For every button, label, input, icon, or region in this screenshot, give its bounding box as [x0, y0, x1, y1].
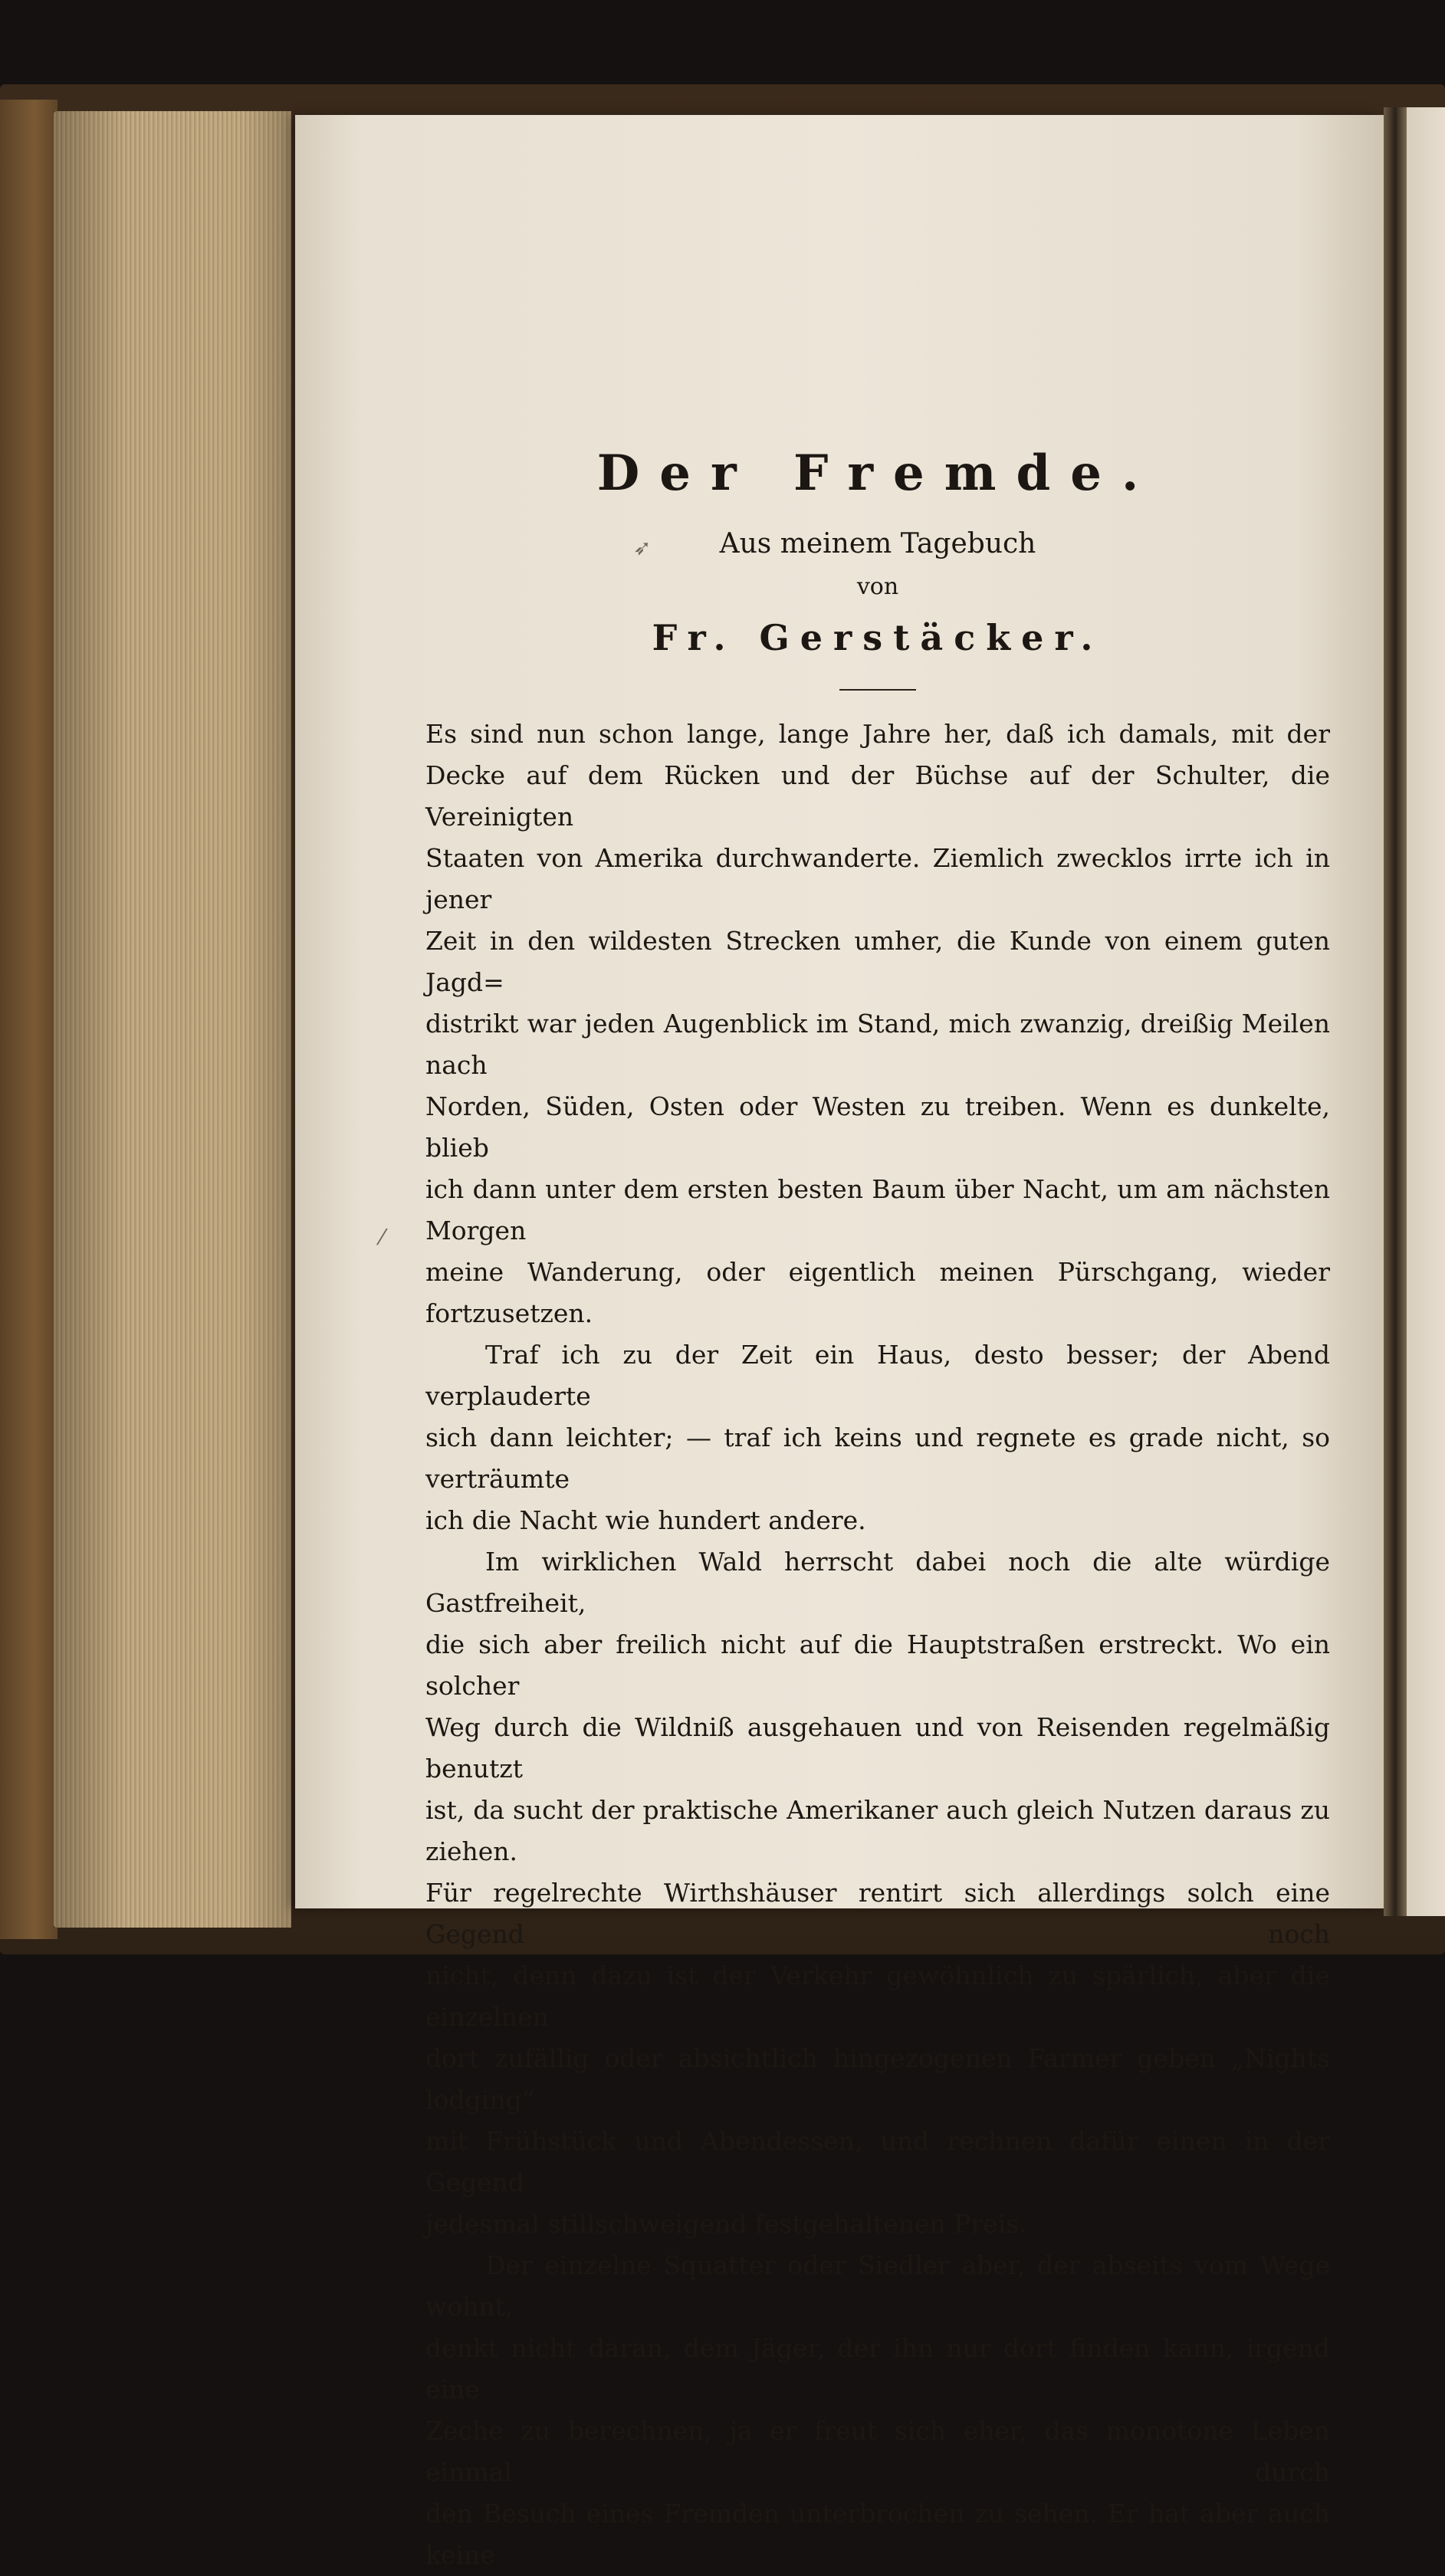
text-line: Weg durch die Wildniß ausgehauen und von Reisenden regelmäßig benutzt — [425, 1712, 1330, 1784]
text-line: Es sind nun schon lange, lange Jahre her, daß ich damals, mit der — [425, 719, 1330, 749]
text-line: Im wirklichen Wald herrscht dabei noch die alte würdige Gastfreiheit, — [425, 1547, 1330, 1618]
text-line: denkt nicht daran, dem Jäger, der ihn nur dort finden kann, irgend eine — [425, 2333, 1330, 2404]
text-line: Zeche zu berechnen, ja er freut sich eher, das monotone Leben einmal durch — [425, 2416, 1330, 2487]
text-line: Decke auf dem Rücken und der Büchse auf der Schulter, die Vereinigten — [425, 760, 1330, 832]
text-line: Für regelrechte Wirthshäuser rentirt sich allerdings solch eine Gegend noch — [425, 1878, 1330, 1949]
paragraph — [425, 714, 1330, 1334]
byline-von: von — [856, 573, 899, 600]
text-line: mit Frühstück und Abendessen, und rechnen dafür einen in der Gegend — [425, 2126, 1330, 2197]
paragraph — [425, 1541, 1330, 2245]
page-title: Der Fremde. — [596, 445, 1159, 502]
page-subtitle: Aus meinem Tagebuch — [719, 528, 1036, 560]
facing-page-edge — [1407, 107, 1445, 1916]
text-line: jedesmal stillschweigend festgehaltenen Preis. — [425, 2209, 1027, 2239]
text-line: ich die Nacht wie hundert andere. — [425, 1505, 866, 1535]
page-content — [425, 414, 1330, 2576]
text-line: sich dann leichter; — traf ich keins und regnete es grade nicht, so verträumte — [425, 1423, 1330, 1494]
text-line: ist, da sucht der praktische Amerikaner auch gleich Nutzen daraus zu ziehen. — [425, 1795, 1330, 1866]
pencil-mark: ⁄ — [380, 1225, 384, 1250]
text-line: Norden, Süden, Osten oder Westen zu treiben. Wenn es dunkelte, blieb — [425, 1091, 1330, 1163]
text-line: den Besuch eines Fremden unterbrochen zu sehen. Er hat aber auch keine — [425, 2499, 1330, 2570]
text-line: Zeit in den wildesten Strecken umher, die Kunde von einem guten Jagd= — [425, 926, 1330, 997]
text-line: dort zufällig oder absichtlich hingezogenen Farmer geben „Nights lodging“ — [425, 2043, 1330, 2115]
text-line: meine Wanderung, oder eigentlich meinen Pürschgang, wieder fortzusetzen. — [425, 1257, 1330, 1328]
text-line: Traf ich zu der Zeit ein Haus, desto besser; der Abend verplauderte — [425, 1340, 1330, 1411]
stray-ink-mark: ➶ — [633, 535, 652, 560]
text-line: ich dann unter dem ersten besten Baum über Nacht, um am nächsten Morgen — [425, 1174, 1330, 1245]
text-line: nicht, denn dazu ist der Verkehr gewöhnlich zu spärlich, aber die einzelnen — [425, 1961, 1330, 2032]
text-line: Der einzelne Squatter oder Siedler aber, der abseits vom Wege wohnt, — [425, 2250, 1330, 2322]
cover-edge — [0, 100, 57, 1939]
body-text — [425, 714, 1330, 2576]
title-divider — [839, 689, 916, 691]
text-line: distrikt war jeden Augenblick im Stand, mich zwanzig, dreißig Meilen nach — [425, 1009, 1330, 1080]
page-edges-shade — [54, 111, 291, 1928]
text-line: die sich aber freilich nicht auf die Hauptstraßen erstreckt. Wo ein solcher — [425, 1629, 1330, 1701]
book-gutter — [1384, 107, 1407, 1916]
text-line: Staaten von Amerika durchwanderte. Ziemlich zwecklos irrte ich in jener — [425, 843, 1330, 914]
author-name: Fr. Gerstäcker. — [652, 617, 1104, 658]
paragraph — [425, 1334, 1330, 1541]
paragraph — [425, 2245, 1330, 2576]
